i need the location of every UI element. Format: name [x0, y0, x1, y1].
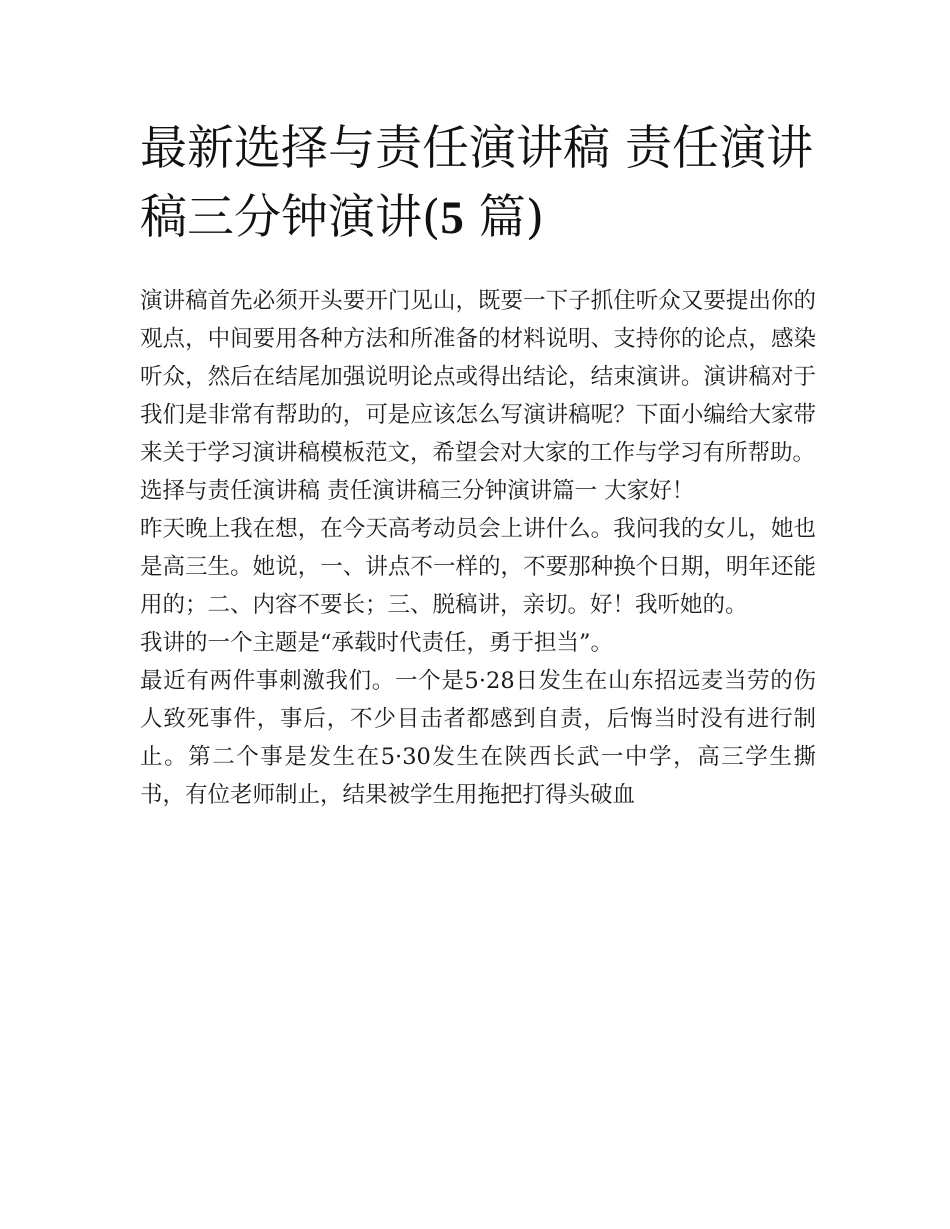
title-prefix: 最新选择与责任演讲稿 责任演讲稿三分钟演讲(: [140, 121, 813, 245]
document-title: [140, 114, 820, 253]
title-suffix: 篇): [463, 190, 545, 245]
paragraph-intro: 演讲稿首先必须开头要开门见山，既要一下子抓住听众又要提出你的观点，中间要用各种方法和所准备的材料说明、支持你的论点，感染听众，然后在结尾加强说明论点或得出结论，结束演讲。演讲稿对于我们是非常有帮助的，可是应该怎么写演讲稿呢？下面小编给大家带来关于学习演讲稿模板范文，希望会对大家的工作与学习有所帮助。: [140, 288, 816, 466]
title-number: 5: [440, 192, 464, 244]
document-body: [140, 282, 816, 814]
paragraph-section-heading: 选择与责任演讲稿 责任演讲稿三分钟演讲篇一 大家好！: [140, 478, 695, 504]
paragraph-daughter-advice: 昨天晚上我在想，在今天高考动员会上讲什么。我问我的女儿，她也是高三生。她说，一、讲点不一样的，不要那种换个日期，明年还能用的；二、内容不要长；三、脱稿讲，亲切。好！我听她的。: [140, 516, 816, 618]
paragraph-incidents: 最近有两件事刺激我们。一个是5·28日发生在山东招远麦当劳的伤人致死事件，事后，不少目击者都感到自责，后悔当时没有进行制止。第二个事是发生在5·30发生在陕西长武一中学，高三学生撕书，有位老师制止，结果被学生用拖把打得头破血: [140, 668, 816, 808]
paragraph-theme: 我讲的一个主题是“承载时代责任，勇于担当”。: [140, 630, 614, 656]
